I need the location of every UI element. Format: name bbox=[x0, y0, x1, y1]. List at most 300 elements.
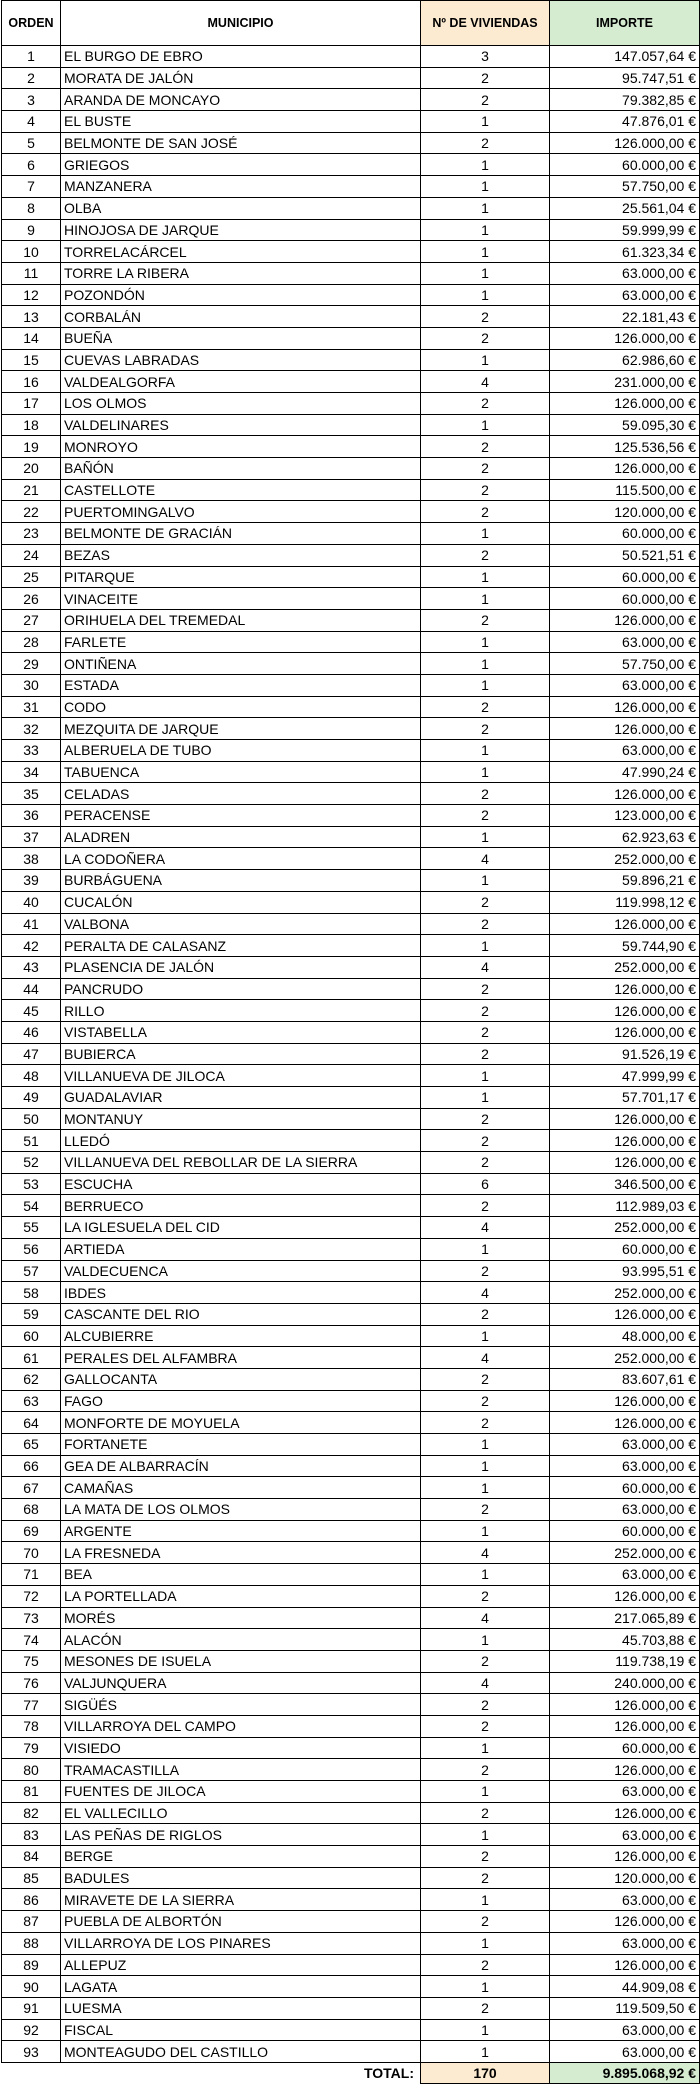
row-municipio: VALDEALGORFA bbox=[61, 371, 421, 393]
row-orden: 45 bbox=[2, 1000, 61, 1022]
row-orden: 32 bbox=[2, 718, 61, 740]
row-orden: 37 bbox=[2, 826, 61, 848]
row-municipio: BAÑÓN bbox=[61, 458, 421, 480]
table-row bbox=[2, 132, 700, 154]
row-orden: 81 bbox=[2, 1781, 61, 1803]
row-viviendas: 1 bbox=[421, 740, 550, 762]
row-municipio: FUENTES DE JILOCA bbox=[61, 1781, 421, 1803]
row-municipio: IBDES bbox=[61, 1282, 421, 1304]
row-orden: 36 bbox=[2, 805, 61, 827]
row-municipio: VILLARROYA DEL CAMPO bbox=[61, 1715, 421, 1737]
row-importe: 126.000,00 € bbox=[550, 1152, 700, 1174]
row-viviendas: 1 bbox=[421, 1477, 550, 1499]
table-row bbox=[2, 1954, 700, 1976]
row-municipio: BURBÁGUENA bbox=[61, 870, 421, 892]
row-orden: 35 bbox=[2, 783, 61, 805]
row-viviendas: 1 bbox=[421, 349, 550, 371]
row-municipio: LAS PEÑAS DE RIGLOS bbox=[61, 1824, 421, 1846]
row-viviendas: 4 bbox=[421, 848, 550, 870]
row-viviendas: 2 bbox=[421, 913, 550, 935]
row-viviendas: 6 bbox=[421, 1173, 550, 1195]
row-municipio: FAGO bbox=[61, 1390, 421, 1412]
row-orden: 55 bbox=[2, 1217, 61, 1239]
table-row bbox=[2, 176, 700, 198]
table-row bbox=[2, 1217, 700, 1239]
row-viviendas: 1 bbox=[421, 1889, 550, 1911]
row-orden: 19 bbox=[2, 436, 61, 458]
row-municipio: BADULES bbox=[61, 1867, 421, 1889]
table-row bbox=[2, 913, 700, 935]
row-municipio: VISIEDO bbox=[61, 1737, 421, 1759]
table-row bbox=[2, 414, 700, 436]
row-orden: 24 bbox=[2, 544, 61, 566]
row-importe: 346.500,00 € bbox=[550, 1173, 700, 1195]
row-orden: 30 bbox=[2, 674, 61, 696]
row-importe: 126.000,00 € bbox=[550, 718, 700, 740]
row-importe: 126.000,00 € bbox=[550, 1911, 700, 1933]
row-viviendas: 2 bbox=[421, 1694, 550, 1716]
table-row bbox=[2, 327, 700, 349]
row-municipio: MONTEAGUDO DEL CASTILLO bbox=[61, 2041, 421, 2063]
row-viviendas: 1 bbox=[421, 1520, 550, 1542]
table-row bbox=[2, 1108, 700, 1130]
row-viviendas: 1 bbox=[421, 1065, 550, 1087]
table-row bbox=[2, 588, 700, 610]
row-viviendas: 2 bbox=[421, 1000, 550, 1022]
row-importe: 126.000,00 € bbox=[550, 1108, 700, 1130]
row-importe: 120.000,00 € bbox=[550, 501, 700, 523]
row-municipio: PUEBLA DE ALBORTÓN bbox=[61, 1911, 421, 1933]
table-row bbox=[2, 870, 700, 892]
total-blank bbox=[2, 2062, 61, 2083]
row-orden: 22 bbox=[2, 501, 61, 523]
row-importe: 63.000,00 € bbox=[550, 1499, 700, 1521]
total-importe: 9.895.068,92 € bbox=[550, 2062, 700, 2083]
row-importe: 126.000,00 € bbox=[550, 393, 700, 415]
row-orden: 57 bbox=[2, 1260, 61, 1282]
row-importe: 126.000,00 € bbox=[550, 1000, 700, 1022]
row-importe: 147.057,64 € bbox=[550, 46, 700, 68]
row-municipio: LOS OLMOS bbox=[61, 393, 421, 415]
row-orden: 87 bbox=[2, 1911, 61, 1933]
row-importe: 60.000,00 € bbox=[550, 1737, 700, 1759]
housing-table bbox=[1, 0, 700, 2084]
row-orden: 7 bbox=[2, 176, 61, 198]
row-importe: 60.000,00 € bbox=[550, 154, 700, 176]
row-viviendas: 2 bbox=[421, 1802, 550, 1824]
row-municipio: ESTADA bbox=[61, 674, 421, 696]
row-viviendas: 2 bbox=[421, 696, 550, 718]
table-row bbox=[2, 1542, 700, 1564]
row-viviendas: 1 bbox=[421, 154, 550, 176]
table-row bbox=[2, 1607, 700, 1629]
row-viviendas: 1 bbox=[421, 674, 550, 696]
row-municipio: ALADREN bbox=[61, 826, 421, 848]
row-viviendas: 1 bbox=[421, 1564, 550, 1586]
table-row bbox=[2, 1477, 700, 1499]
row-viviendas: 2 bbox=[421, 1260, 550, 1282]
row-importe: 252.000,00 € bbox=[550, 1542, 700, 1564]
row-viviendas: 1 bbox=[421, 176, 550, 198]
row-municipio: CASCANTE DEL RIO bbox=[61, 1303, 421, 1325]
row-orden: 42 bbox=[2, 935, 61, 957]
row-orden: 52 bbox=[2, 1152, 61, 1174]
table-row bbox=[2, 197, 700, 219]
row-importe: 79.382,85 € bbox=[550, 89, 700, 111]
table-row bbox=[2, 718, 700, 740]
row-importe: 63.000,00 € bbox=[550, 1434, 700, 1456]
row-viviendas: 2 bbox=[421, 805, 550, 827]
row-municipio: ALCUBIERRE bbox=[61, 1325, 421, 1347]
row-municipio: MORÉS bbox=[61, 1607, 421, 1629]
table-row bbox=[2, 566, 700, 588]
row-municipio: VINACEITE bbox=[61, 588, 421, 610]
table-row bbox=[2, 1564, 700, 1586]
row-municipio: BEZAS bbox=[61, 544, 421, 566]
row-viviendas: 2 bbox=[421, 1152, 550, 1174]
row-viviendas: 2 bbox=[421, 1021, 550, 1043]
row-viviendas: 2 bbox=[421, 1412, 550, 1434]
table-row bbox=[2, 1499, 700, 1521]
row-municipio: BELMONTE DE SAN JOSÉ bbox=[61, 132, 421, 154]
row-orden: 44 bbox=[2, 978, 61, 1000]
row-importe: 62.923,63 € bbox=[550, 826, 700, 848]
row-municipio: LUESMA bbox=[61, 1997, 421, 2019]
row-importe: 60.000,00 € bbox=[550, 1238, 700, 1260]
row-viviendas: 4 bbox=[421, 1282, 550, 1304]
table-row bbox=[2, 1000, 700, 1022]
row-importe: 57.750,00 € bbox=[550, 176, 700, 198]
row-importe: 126.000,00 € bbox=[550, 1585, 700, 1607]
row-viviendas: 2 bbox=[421, 1867, 550, 1889]
row-municipio: GUADALAVIAR bbox=[61, 1087, 421, 1109]
table-row bbox=[2, 1130, 700, 1152]
table-row bbox=[2, 1282, 700, 1304]
row-municipio: ARGENTE bbox=[61, 1520, 421, 1542]
table-row bbox=[2, 674, 700, 696]
header-municipio: MUNICIPIO bbox=[61, 1, 421, 46]
row-viviendas: 2 bbox=[421, 1911, 550, 1933]
row-viviendas: 2 bbox=[421, 393, 550, 415]
row-viviendas: 1 bbox=[421, 2041, 550, 2063]
row-importe: 44.909,08 € bbox=[550, 1976, 700, 1998]
row-orden: 51 bbox=[2, 1130, 61, 1152]
table-row bbox=[2, 501, 700, 523]
row-importe: 126.000,00 € bbox=[550, 132, 700, 154]
row-importe: 126.000,00 € bbox=[550, 1303, 700, 1325]
row-importe: 63.000,00 € bbox=[550, 262, 700, 284]
row-importe: 115.500,00 € bbox=[550, 479, 700, 501]
row-viviendas: 4 bbox=[421, 1217, 550, 1239]
row-viviendas: 2 bbox=[421, 1650, 550, 1672]
row-importe: 126.000,00 € bbox=[550, 1412, 700, 1434]
table-row bbox=[2, 696, 700, 718]
row-municipio: HINOJOSA DE JARQUE bbox=[61, 219, 421, 241]
row-importe: 125.536,56 € bbox=[550, 436, 700, 458]
row-importe: 22.181,43 € bbox=[550, 306, 700, 328]
row-importe: 63.000,00 € bbox=[550, 631, 700, 653]
table-row bbox=[2, 1629, 700, 1651]
row-importe: 126.000,00 € bbox=[550, 1390, 700, 1412]
row-importe: 252.000,00 € bbox=[550, 1282, 700, 1304]
table-row bbox=[2, 1303, 700, 1325]
row-municipio: EL BURGO DE EBRO bbox=[61, 46, 421, 68]
row-importe: 123.000,00 € bbox=[550, 805, 700, 827]
row-viviendas: 1 bbox=[421, 241, 550, 263]
row-viviendas: 1 bbox=[421, 1325, 550, 1347]
row-orden: 76 bbox=[2, 1672, 61, 1694]
row-municipio: GEA DE ALBARRACÍN bbox=[61, 1455, 421, 1477]
row-viviendas: 1 bbox=[421, 262, 550, 284]
row-viviendas: 1 bbox=[421, 2019, 550, 2041]
table-row bbox=[2, 1065, 700, 1087]
row-importe: 59.095,30 € bbox=[550, 414, 700, 436]
row-orden: 65 bbox=[2, 1434, 61, 1456]
row-viviendas: 2 bbox=[421, 1043, 550, 1065]
row-importe: 252.000,00 € bbox=[550, 1217, 700, 1239]
row-viviendas: 2 bbox=[421, 479, 550, 501]
row-importe: 62.986,60 € bbox=[550, 349, 700, 371]
row-orden: 48 bbox=[2, 1065, 61, 1087]
row-orden: 56 bbox=[2, 1238, 61, 1260]
table-row bbox=[2, 154, 700, 176]
row-municipio: MORATA DE JALÓN bbox=[61, 67, 421, 89]
table-row bbox=[2, 262, 700, 284]
row-importe: 59.744,90 € bbox=[550, 935, 700, 957]
total-label: TOTAL: bbox=[61, 2062, 421, 2083]
row-orden: 74 bbox=[2, 1629, 61, 1651]
table-row bbox=[2, 891, 700, 913]
row-importe: 25.561,04 € bbox=[550, 197, 700, 219]
row-municipio: ESCUCHA bbox=[61, 1173, 421, 1195]
row-importe: 60.000,00 € bbox=[550, 523, 700, 545]
row-municipio: MEZQUITA DE JARQUE bbox=[61, 718, 421, 740]
row-viviendas: 1 bbox=[421, 631, 550, 653]
row-municipio: OLBA bbox=[61, 197, 421, 219]
row-municipio: LA CODOÑERA bbox=[61, 848, 421, 870]
row-municipio: ALACÓN bbox=[61, 1629, 421, 1651]
row-municipio: GRIEGOS bbox=[61, 154, 421, 176]
row-importe: 83.607,61 € bbox=[550, 1368, 700, 1390]
table-row bbox=[2, 1087, 700, 1109]
row-municipio: FORTANETE bbox=[61, 1434, 421, 1456]
row-municipio: MONTANUY bbox=[61, 1108, 421, 1130]
row-municipio: VALBONA bbox=[61, 913, 421, 935]
row-orden: 1 bbox=[2, 46, 61, 68]
row-orden: 80 bbox=[2, 1759, 61, 1781]
table-row bbox=[2, 1152, 700, 1174]
row-municipio: ARTIEDA bbox=[61, 1238, 421, 1260]
row-importe: 119.509,50 € bbox=[550, 1997, 700, 2019]
row-municipio: VALDELINARES bbox=[61, 414, 421, 436]
table-row bbox=[2, 1434, 700, 1456]
row-orden: 13 bbox=[2, 306, 61, 328]
table-row bbox=[2, 1043, 700, 1065]
row-municipio: TRAMACASTILLA bbox=[61, 1759, 421, 1781]
row-viviendas: 1 bbox=[421, 414, 550, 436]
row-orden: 86 bbox=[2, 1889, 61, 1911]
row-viviendas: 2 bbox=[421, 544, 550, 566]
row-importe: 126.000,00 € bbox=[550, 458, 700, 480]
row-viviendas: 1 bbox=[421, 1434, 550, 1456]
row-orden: 4 bbox=[2, 111, 61, 133]
row-municipio: BUEÑA bbox=[61, 327, 421, 349]
row-orden: 2 bbox=[2, 67, 61, 89]
row-viviendas: 2 bbox=[421, 718, 550, 740]
row-importe: 91.526,19 € bbox=[550, 1043, 700, 1065]
row-importe: 119.738,19 € bbox=[550, 1650, 700, 1672]
table-row bbox=[2, 306, 700, 328]
row-importe: 57.750,00 € bbox=[550, 653, 700, 675]
row-orden: 27 bbox=[2, 609, 61, 631]
row-orden: 18 bbox=[2, 414, 61, 436]
row-orden: 67 bbox=[2, 1477, 61, 1499]
table-row bbox=[2, 631, 700, 653]
row-municipio: ALLEPUZ bbox=[61, 1954, 421, 1976]
table-row bbox=[2, 1238, 700, 1260]
row-orden: 60 bbox=[2, 1325, 61, 1347]
row-orden: 6 bbox=[2, 154, 61, 176]
row-municipio: TORRELACÁRCEL bbox=[61, 241, 421, 263]
table-row bbox=[2, 1781, 700, 1803]
row-orden: 68 bbox=[2, 1499, 61, 1521]
row-importe: 63.000,00 € bbox=[550, 1564, 700, 1586]
row-orden: 50 bbox=[2, 1108, 61, 1130]
row-municipio: PITARQUE bbox=[61, 566, 421, 588]
row-orden: 46 bbox=[2, 1021, 61, 1043]
row-importe: 126.000,00 € bbox=[550, 327, 700, 349]
row-viviendas: 2 bbox=[421, 1759, 550, 1781]
row-orden: 47 bbox=[2, 1043, 61, 1065]
row-importe: 95.747,51 € bbox=[550, 67, 700, 89]
table-row bbox=[2, 1021, 700, 1043]
row-municipio: BUBIERCA bbox=[61, 1043, 421, 1065]
row-importe: 126.000,00 € bbox=[550, 1846, 700, 1868]
row-viviendas: 2 bbox=[421, 306, 550, 328]
row-orden: 58 bbox=[2, 1282, 61, 1304]
row-orden: 33 bbox=[2, 740, 61, 762]
table-row bbox=[2, 761, 700, 783]
table-row bbox=[2, 544, 700, 566]
row-viviendas: 4 bbox=[421, 1542, 550, 1564]
row-municipio: PERACENSE bbox=[61, 805, 421, 827]
row-orden: 16 bbox=[2, 371, 61, 393]
row-importe: 63.000,00 € bbox=[550, 1889, 700, 1911]
row-importe: 61.323,34 € bbox=[550, 241, 700, 263]
row-municipio: VISTABELLA bbox=[61, 1021, 421, 1043]
row-viviendas: 2 bbox=[421, 609, 550, 631]
row-orden: 54 bbox=[2, 1195, 61, 1217]
row-municipio: SIGÜÉS bbox=[61, 1694, 421, 1716]
row-importe: 63.000,00 € bbox=[550, 2019, 700, 2041]
row-municipio: BERGE bbox=[61, 1846, 421, 1868]
row-importe: 63.000,00 € bbox=[550, 2041, 700, 2063]
row-importe: 126.000,00 € bbox=[550, 1694, 700, 1716]
row-importe: 112.989,03 € bbox=[550, 1195, 700, 1217]
table-row bbox=[2, 1911, 700, 1933]
row-viviendas: 2 bbox=[421, 458, 550, 480]
row-importe: 63.000,00 € bbox=[550, 1932, 700, 1954]
table-row bbox=[2, 1455, 700, 1477]
row-orden: 11 bbox=[2, 262, 61, 284]
row-orden: 66 bbox=[2, 1455, 61, 1477]
row-orden: 59 bbox=[2, 1303, 61, 1325]
table-row bbox=[2, 89, 700, 111]
row-municipio: VILLANUEVA DEL REBOLLAR DE LA SIERRA bbox=[61, 1152, 421, 1174]
row-orden: 88 bbox=[2, 1932, 61, 1954]
row-orden: 26 bbox=[2, 588, 61, 610]
row-municipio: PANCRUDO bbox=[61, 978, 421, 1000]
row-municipio: CODO bbox=[61, 696, 421, 718]
row-viviendas: 2 bbox=[421, 1715, 550, 1737]
row-viviendas: 2 bbox=[421, 783, 550, 805]
row-viviendas: 2 bbox=[421, 1997, 550, 2019]
row-viviendas: 1 bbox=[421, 935, 550, 957]
table-row bbox=[2, 371, 700, 393]
table-row bbox=[2, 1520, 700, 1542]
row-orden: 84 bbox=[2, 1846, 61, 1868]
row-orden: 89 bbox=[2, 1954, 61, 1976]
row-importe: 126.000,00 € bbox=[550, 913, 700, 935]
row-orden: 78 bbox=[2, 1715, 61, 1737]
row-importe: 126.000,00 € bbox=[550, 609, 700, 631]
header-orden: ORDEN bbox=[2, 1, 61, 46]
table-row bbox=[2, 523, 700, 545]
row-municipio: BELMONTE DE GRACIÁN bbox=[61, 523, 421, 545]
row-municipio: LLEDÓ bbox=[61, 1130, 421, 1152]
row-municipio: TABUENCA bbox=[61, 761, 421, 783]
row-orden: 49 bbox=[2, 1087, 61, 1109]
row-importe: 63.000,00 € bbox=[550, 674, 700, 696]
row-importe: 119.998,12 € bbox=[550, 891, 700, 913]
row-viviendas: 1 bbox=[421, 1629, 550, 1651]
row-viviendas: 1 bbox=[421, 761, 550, 783]
row-viviendas: 2 bbox=[421, 1195, 550, 1217]
table-row bbox=[2, 219, 700, 241]
row-viviendas: 2 bbox=[421, 1108, 550, 1130]
row-municipio: VALJUNQUERA bbox=[61, 1672, 421, 1694]
row-orden: 79 bbox=[2, 1737, 61, 1759]
row-importe: 252.000,00 € bbox=[550, 1347, 700, 1369]
row-importe: 93.995,51 € bbox=[550, 1260, 700, 1282]
row-municipio: ARANDA DE MONCAYO bbox=[61, 89, 421, 111]
table-row bbox=[2, 46, 700, 68]
header-viviendas: Nº DE VIVIENDAS bbox=[421, 1, 550, 46]
row-orden: 25 bbox=[2, 566, 61, 588]
table-row bbox=[2, 1412, 700, 1434]
table-row bbox=[2, 1672, 700, 1694]
row-importe: 126.000,00 € bbox=[550, 1802, 700, 1824]
table-row bbox=[2, 458, 700, 480]
row-orden: 29 bbox=[2, 653, 61, 675]
row-orden: 31 bbox=[2, 696, 61, 718]
row-orden: 9 bbox=[2, 219, 61, 241]
row-municipio: MONFORTE DE MOYUELA bbox=[61, 1412, 421, 1434]
row-orden: 75 bbox=[2, 1650, 61, 1672]
table-row bbox=[2, 1715, 700, 1737]
row-viviendas: 1 bbox=[421, 197, 550, 219]
row-viviendas: 4 bbox=[421, 371, 550, 393]
row-orden: 90 bbox=[2, 1976, 61, 1998]
row-importe: 60.000,00 € bbox=[550, 1520, 700, 1542]
row-viviendas: 1 bbox=[421, 523, 550, 545]
table-row bbox=[2, 1195, 700, 1217]
row-municipio: PUERTOMINGALVO bbox=[61, 501, 421, 523]
row-viviendas: 4 bbox=[421, 956, 550, 978]
row-orden: 69 bbox=[2, 1520, 61, 1542]
row-viviendas: 2 bbox=[421, 978, 550, 1000]
row-orden: 82 bbox=[2, 1802, 61, 1824]
